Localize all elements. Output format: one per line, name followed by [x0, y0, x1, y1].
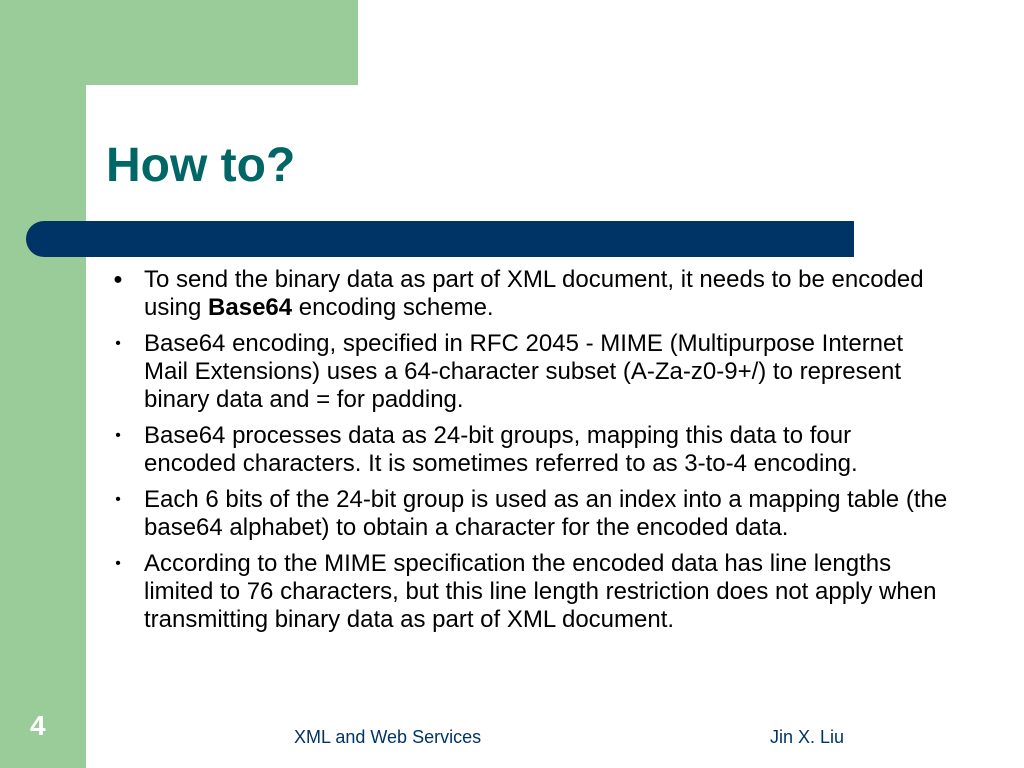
- bullet-text: encoding scheme.: [292, 294, 494, 321]
- decorative-frame-left: [0, 0, 86, 768]
- title-divider-bar: [26, 221, 854, 257]
- bullet-item-5: [108, 550, 948, 634]
- page-number: 4: [30, 710, 46, 741]
- bullet-item-3: [108, 422, 948, 478]
- bullet-text: Base64 processes data as 24-bit groups, mapping this data to four encoded characters. It is sometimes referred to as 3-to-4 encoding.: [144, 422, 858, 477]
- bullet-item-1: [108, 266, 948, 322]
- bullet-text: Each 6 bits of the 24-bit group is used as an index into a mapping table (the base64 alphabet) to obtain a character for the encoded data.: [144, 486, 948, 541]
- bullet-icon: ●: [113, 271, 123, 288]
- bullet-text: According to the MIME specification the encoded data has line lengths limited to 76 characters, but this line length restriction does not apply when transmitting binary data as part of XML document.: [144, 550, 937, 633]
- bullet-text: Base64 encoding, specified in RFC 2045 - MIME (Multipurpose Internet Mail Extensions) uses a 64-character subset (A-Za-z0-9+/) to represent binary data and = for padding.: [144, 330, 904, 413]
- footer-author: Jin X. Liu: [770, 727, 845, 747]
- bullet-item-4: [108, 486, 948, 542]
- bullet-item-2: [108, 330, 948, 414]
- bullet-list: [108, 266, 948, 642]
- bullet-icon: •: [115, 491, 121, 508]
- bullet-text: To send the binary data as part of XML document, it needs to be encoded using: [144, 266, 924, 321]
- bullet-icon: •: [115, 335, 121, 352]
- slide-title: How to?: [106, 139, 296, 192]
- bullet-bold-term: Base64: [208, 294, 293, 321]
- bullet-icon: •: [115, 555, 121, 572]
- footer-course-title: XML and Web Services: [294, 727, 482, 747]
- bullet-icon: •: [115, 427, 121, 444]
